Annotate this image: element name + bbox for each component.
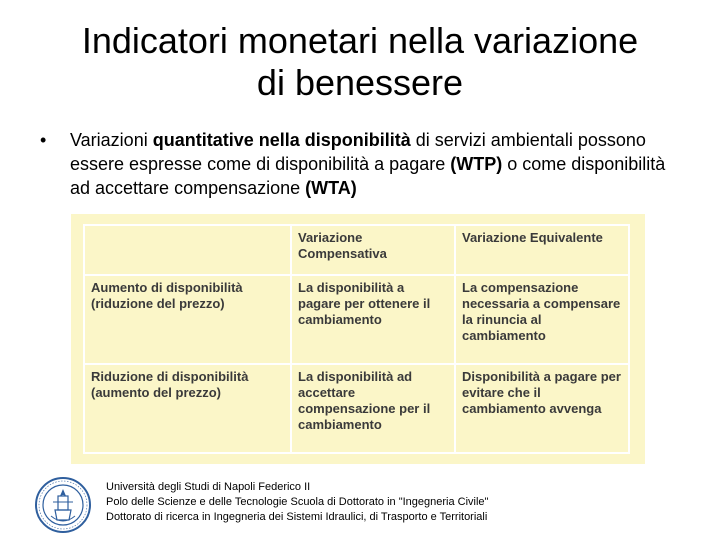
table-cell: La disponibilità ad accettare compensazione per il cambiamento xyxy=(291,364,455,453)
bullet-text-part3: di servizi ambientali possono essere espresse come di disponibilità a pagare xyxy=(70,130,646,174)
table-row-label: Riduzione di disponibilità (aumento del prezzo) xyxy=(84,364,291,453)
table-row-label: Aumento di disponibilità (riduzione del prezzo) xyxy=(84,275,291,364)
bullet-text-bold3: (WTA) xyxy=(305,178,357,198)
bullet-dot: • xyxy=(40,130,47,150)
footer-line-doctorate: Dottorato di ricerca in Ingegneria dei Sistemi Idraulici, di Trasporto e Territoriali xyxy=(106,511,488,523)
bullet-text-bold2: (WTP) xyxy=(450,154,503,174)
slide-title-line1: Indicatori monetari nella variazione xyxy=(81,20,639,61)
footer-line-school: Polo delle Scienze e delle Tecnologie Scuola di Dottorato in "Ingegneria Civile" xyxy=(106,496,489,508)
table-row xyxy=(84,275,629,364)
bullet-text-part5: o come disponibilità ad accettare compensazione xyxy=(70,154,666,198)
university-seal-icon xyxy=(33,476,93,534)
table-header-row xyxy=(84,225,629,275)
table-cell: La compensazione necessaria a compensare la rinuncia al cambiamento xyxy=(455,275,629,364)
table-cell: La disponibilità a pagare per ottenere il cambiamento xyxy=(291,275,455,364)
footer xyxy=(106,480,488,525)
table-cell: Disponibilità a pagare per evitare che il cambiamento avvenga xyxy=(455,364,629,453)
table-row xyxy=(84,364,629,453)
bullet-text-part1: Variazioni xyxy=(70,130,153,150)
table-header-cell: Variazione Compensativa xyxy=(291,225,455,275)
slide-title-line2: di benessere xyxy=(256,62,464,103)
table-header-cell-empty xyxy=(84,225,291,275)
footer-line-university: Università degli Studi di Napoli Federico II xyxy=(106,481,311,493)
bullet-text-bold1: quantitative nella disponibilità xyxy=(152,130,411,150)
slide-title xyxy=(0,20,720,104)
comparison-table xyxy=(83,224,630,454)
comparison-table-panel xyxy=(71,214,645,464)
bullet-item xyxy=(40,128,680,200)
bullet-text xyxy=(70,128,680,200)
table-header-cell: Variazione Equivalente xyxy=(455,225,629,275)
